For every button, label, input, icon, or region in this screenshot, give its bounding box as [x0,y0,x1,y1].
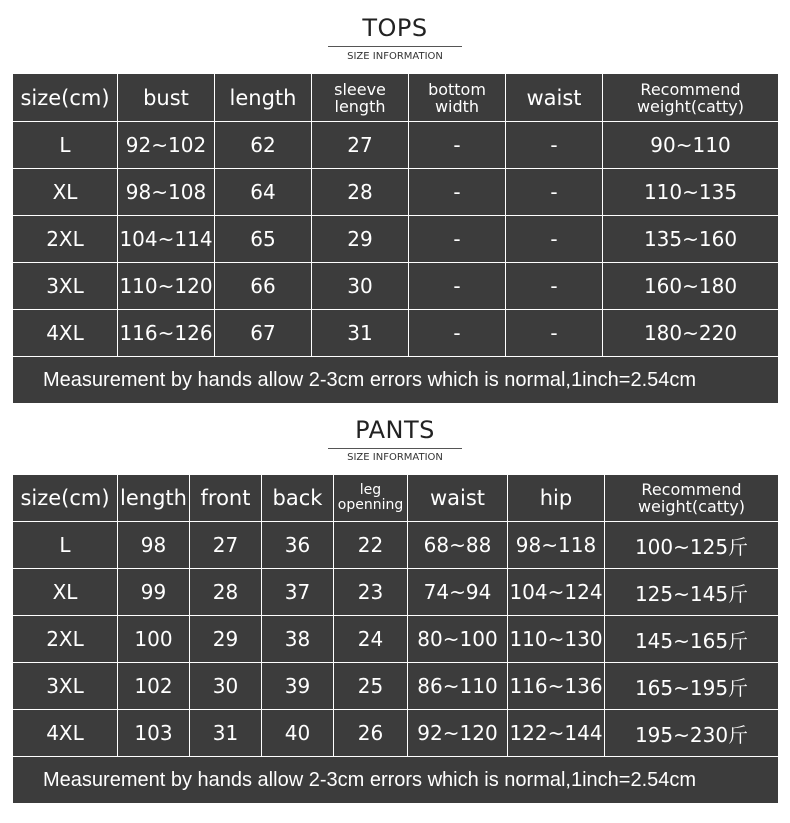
pants-cell: 92~120 [408,710,508,757]
table-row [13,616,779,663]
pants-cell: 3XL [13,663,118,710]
tops-cell: 27 [312,122,409,169]
tops-cell: 30 [312,263,409,310]
tops-cell: 65 [215,216,312,263]
pants-cell: 125~145斤 [605,569,779,616]
tops-cell: 64 [215,169,312,216]
pants-cell: 28 [190,569,262,616]
pants-cell: 2XL [13,616,118,663]
tops-cell: - [506,169,603,216]
tops-cell: 67 [215,310,312,357]
pants-cell: 4XL [13,710,118,757]
pants-cell: 165~195斤 [605,663,779,710]
tops-cell: L [13,122,118,169]
pants-cell: L [13,522,118,569]
pants-subtitle: SIZE INFORMATION [347,452,443,463]
tops-cell: - [409,216,506,263]
tops-cell: 66 [215,263,312,310]
pants-header-back: back [262,475,334,522]
tops-cell: - [409,263,506,310]
tops-cell: - [409,122,506,169]
tops-cell: - [506,263,603,310]
tops-cell: - [409,169,506,216]
tops-title: TOPS [362,14,428,42]
tops-cell: 29 [312,216,409,263]
pants-cell: 98~118 [508,522,605,569]
tops-measurement-note: Measurement by hands allow 2-3cm errors which is normal,1inch=2.54cm [13,357,779,404]
pants-cell: 99 [118,569,190,616]
pants-cell: 36 [262,522,334,569]
table-row [13,169,779,216]
pants-cell: 110~130 [508,616,605,663]
pants-header-front: front [190,475,262,522]
pants-cell: 103 [118,710,190,757]
pants-cell: 31 [190,710,262,757]
pants-cell: 145~165斤 [605,616,779,663]
pants-cell: 68~88 [408,522,508,569]
pants-header-length: length [118,475,190,522]
tops-header-recommend-weight: Recommend weight(catty) [603,74,779,122]
pants-note-row [13,757,779,804]
pants-cell: 27 [190,522,262,569]
tops-cell: 110~135 [603,169,779,216]
tops-cell: XL [13,169,118,216]
pants-cell: 25 [334,663,408,710]
table-row [13,310,779,357]
pants-header-size: size(cm) [13,475,118,522]
pants-cell: 39 [262,663,334,710]
pants-header-recommend-weight: Recommend weight(catty) [605,475,779,522]
table-row [13,663,779,710]
pants-size-table [12,474,779,804]
pants-header-waist: waist [408,475,508,522]
tops-cell: 62 [215,122,312,169]
tops-header-bust: bust [118,74,215,122]
tops-header-waist: waist [506,74,603,122]
table-row [13,522,779,569]
pants-cell: 98 [118,522,190,569]
tops-cell: 98~108 [118,169,215,216]
pants-cell: 100 [118,616,190,663]
tops-cell: 31 [312,310,409,357]
tops-cell: 104~114 [118,216,215,263]
pants-cell: 122~144 [508,710,605,757]
pants-cell: 100~125斤 [605,522,779,569]
pants-header-hip: hip [508,475,605,522]
pants-cell: 23 [334,569,408,616]
table-row [13,569,779,616]
table-row [13,263,779,310]
pants-cell: 116~136 [508,663,605,710]
tops-header-bottom-width: bottom width [409,74,506,122]
pants-cell: 24 [334,616,408,663]
tops-cell: 135~160 [603,216,779,263]
pants-cell: 26 [334,710,408,757]
pants-cell: 80~100 [408,616,508,663]
pants-cell: 40 [262,710,334,757]
tops-header-sleeve-length: sleeve length [312,74,409,122]
table-row [13,216,779,263]
tops-title-rule [328,46,462,47]
tops-cell: - [409,310,506,357]
tops-header-size: size(cm) [13,74,118,122]
tops-cell: 180~220 [603,310,779,357]
tops-cell: 116~126 [118,310,215,357]
tops-cell: 92~102 [118,122,215,169]
pants-header-row [13,475,779,522]
pants-title-rule [328,448,462,449]
tops-cell: - [506,216,603,263]
tops-cell: 160~180 [603,263,779,310]
table-row [13,710,779,757]
pants-title: PANTS [355,416,435,444]
pants-cell: XL [13,569,118,616]
tops-subtitle: SIZE INFORMATION [347,51,443,62]
tops-header-length: length [215,74,312,122]
tops-cell: 28 [312,169,409,216]
tops-cell: 2XL [13,216,118,263]
table-row [13,122,779,169]
tops-cell: 110~120 [118,263,215,310]
tops-cell: - [506,122,603,169]
pants-cell: 29 [190,616,262,663]
pants-cell: 104~124 [508,569,605,616]
pants-cell: 74~94 [408,569,508,616]
pants-cell: 195~230斤 [605,710,779,757]
pants-cell: 37 [262,569,334,616]
pants-header-leg-opening: leg openning [334,475,408,522]
tops-header-row [13,74,779,122]
pants-cell: 22 [334,522,408,569]
tops-cell: - [506,310,603,357]
pants-cell: 30 [190,663,262,710]
tops-note-row [13,357,779,404]
tops-cell: 4XL [13,310,118,357]
pants-cell: 86~110 [408,663,508,710]
pants-measurement-note: Measurement by hands allow 2-3cm errors which is normal,1inch=2.54cm [13,757,779,804]
pants-cell: 38 [262,616,334,663]
tops-cell: 90~110 [603,122,779,169]
pants-cell: 102 [118,663,190,710]
tops-size-table [12,73,779,404]
tops-cell: 3XL [13,263,118,310]
